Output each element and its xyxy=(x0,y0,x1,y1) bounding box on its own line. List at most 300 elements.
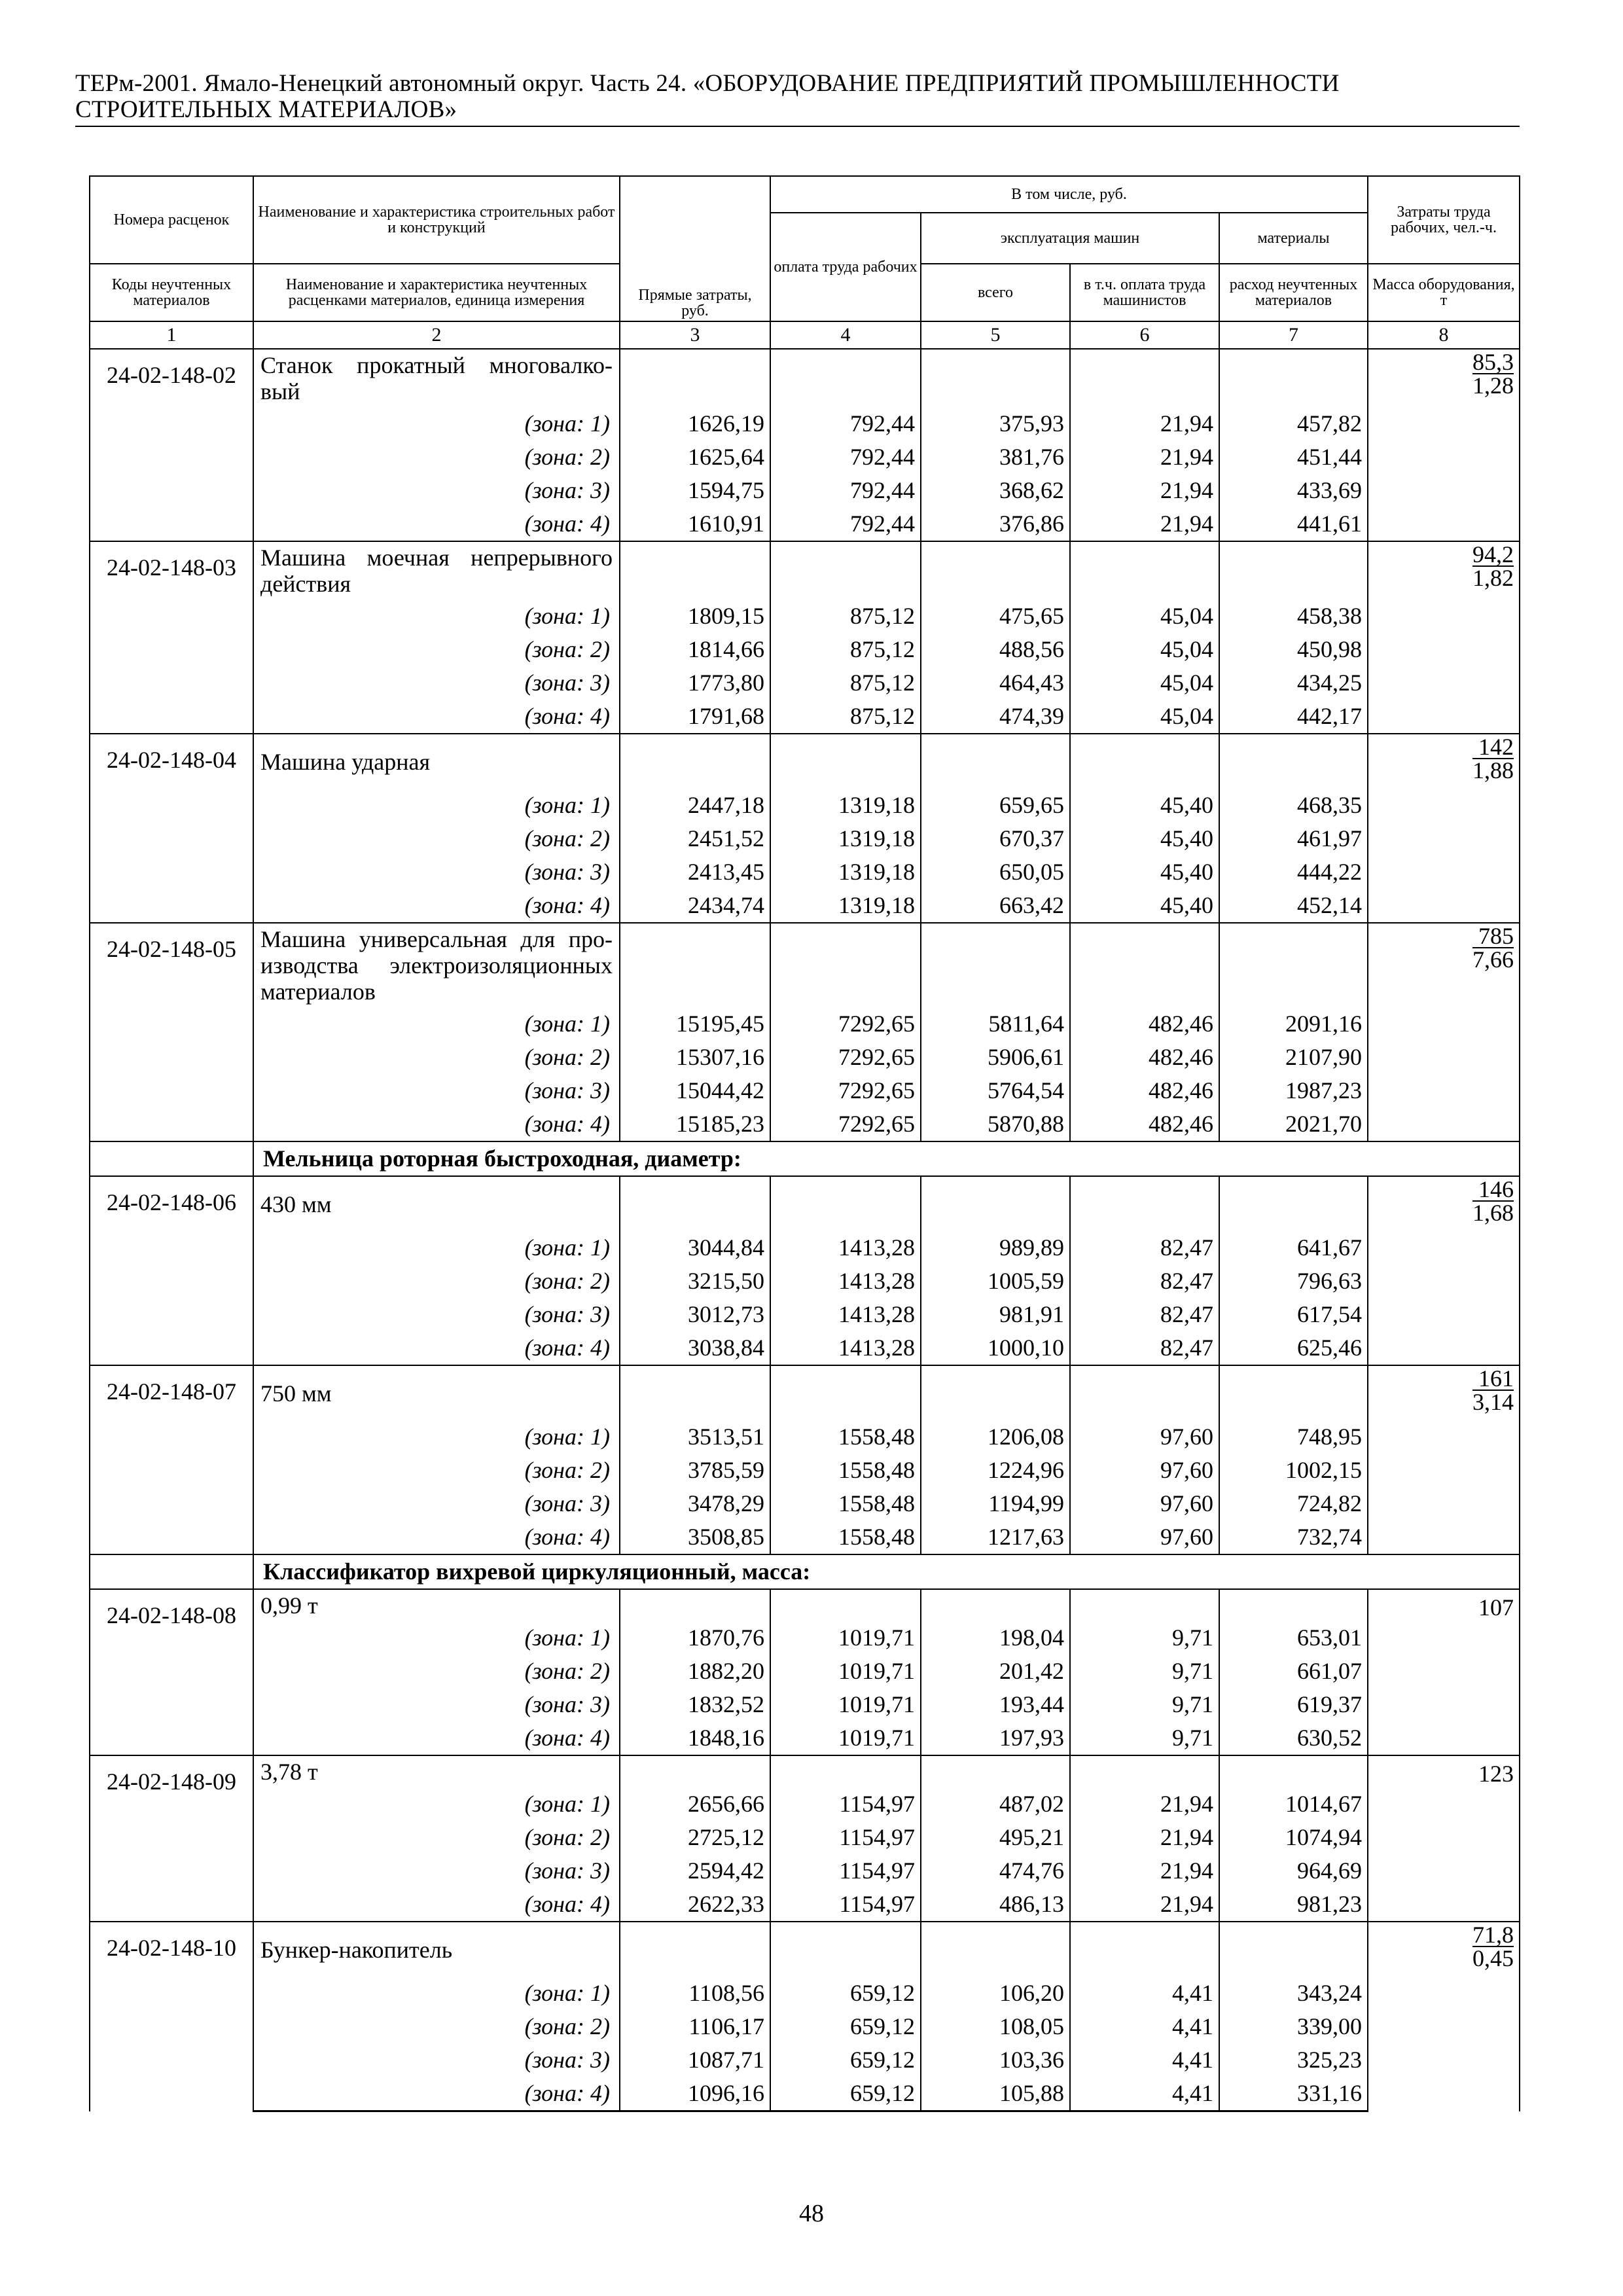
machine-total: 488,56 xyxy=(921,633,1070,666)
materials-cost: 461,97 xyxy=(1219,822,1368,855)
materials-cost: 444,22 xyxy=(1219,855,1368,889)
worker-pay: 1558,48 xyxy=(770,1520,921,1554)
labor-mass-fraction xyxy=(1472,1178,1514,1224)
direct-cost: 1594,75 xyxy=(620,474,770,507)
worker-pay: 1154,97 xyxy=(770,1854,921,1888)
zone-label: (зона: 1) xyxy=(253,407,620,440)
driver-pay: 21,94 xyxy=(1070,1787,1219,1821)
zone-row xyxy=(90,1888,1520,1922)
zone-label: (зона: 3) xyxy=(253,1688,620,1721)
worker-pay: 1319,18 xyxy=(770,889,921,923)
driver-pay: 45,04 xyxy=(1070,633,1219,666)
section-code-empty xyxy=(90,1141,253,1176)
driver-pay: 45,04 xyxy=(1070,700,1219,734)
rates-table xyxy=(89,175,1520,2112)
labor-mass-cell xyxy=(1368,1176,1520,1365)
materials-cost: 339,00 xyxy=(1219,2010,1368,2043)
worker-pay: 1319,18 xyxy=(770,855,921,889)
rate-code: 24-02-148-10 xyxy=(90,1922,253,2111)
labor-mass-cell xyxy=(1368,923,1520,1141)
col-name-char: Наименование и характеристика строительных работ и конструкций xyxy=(253,176,620,264)
empty-cell xyxy=(770,734,921,789)
item-name: Машина ударная xyxy=(253,734,620,789)
zone-label: (зона: 1) xyxy=(253,1621,620,1655)
zone-row xyxy=(90,1621,1520,1655)
zone-row xyxy=(90,1265,1520,1298)
driver-pay: 82,47 xyxy=(1070,1265,1219,1298)
materials-cost: 458,38 xyxy=(1219,600,1368,633)
empty-cell xyxy=(921,1365,1070,1420)
empty-cell xyxy=(1070,1922,1219,1977)
driver-pay: 9,71 xyxy=(1070,1721,1219,1755)
driver-pay: 97,60 xyxy=(1070,1487,1219,1520)
driver-pay: 21,94 xyxy=(1070,1854,1219,1888)
zone-label: (зона: 1) xyxy=(253,1787,620,1821)
machine-total: 5811,64 xyxy=(921,1007,1070,1041)
col-direct: Прямые затраты, руб. xyxy=(620,176,770,321)
materials-cost: 2107,90 xyxy=(1219,1041,1368,1074)
driver-pay: 97,60 xyxy=(1070,1520,1219,1554)
labor-value: 785 xyxy=(1472,925,1514,948)
header-line-1: ТЕРм-2001. Ямало-Ненецкий автономный округ. Часть 24. «ОБОРУДОВАНИЕ ПРЕДПРИЯТИЙ ПРОМЫШЛЕННОСТИ xyxy=(75,70,1340,97)
zone-label: (зона: 2) xyxy=(253,1821,620,1854)
zone-label: (зона: 4) xyxy=(253,1107,620,1141)
worker-pay: 1558,48 xyxy=(770,1420,921,1454)
machine-total: 1224,96 xyxy=(921,1454,1070,1487)
direct-cost: 1610,91 xyxy=(620,507,770,541)
machine-total: 375,93 xyxy=(921,407,1070,440)
item-name: Машина моечная непрерывного действия xyxy=(253,541,620,600)
materials-cost: 433,69 xyxy=(1219,474,1368,507)
materials-cost: 732,74 xyxy=(1219,1520,1368,1554)
rate-code: 24-02-148-04 xyxy=(90,734,253,923)
worker-pay: 7292,65 xyxy=(770,1007,921,1041)
empty-cell xyxy=(921,734,1070,789)
worker-pay: 659,12 xyxy=(770,1977,921,2010)
labor-mass-cell xyxy=(1368,541,1520,734)
empty-cell xyxy=(770,1365,921,1420)
empty-cell xyxy=(620,1365,770,1420)
col-equip-mass: Масса оборудования, т xyxy=(1368,264,1520,321)
materials-cost: 1002,15 xyxy=(1219,1454,1368,1487)
direct-cost: 2447,18 xyxy=(620,789,770,822)
empty-cell xyxy=(770,1922,921,1977)
col-name-unacc: Наименование и характеристика неучтенных расценками материалов, единица измерения xyxy=(253,264,620,321)
worker-pay: 659,12 xyxy=(770,2010,921,2043)
direct-cost: 2413,45 xyxy=(620,855,770,889)
zone-label: (зона: 4) xyxy=(253,507,620,541)
zone-label: (зона: 2) xyxy=(253,822,620,855)
driver-pay: 45,40 xyxy=(1070,889,1219,923)
rate-code: 24-02-148-06 xyxy=(90,1176,253,1365)
materials-cost: 796,63 xyxy=(1219,1265,1368,1298)
driver-pay: 45,04 xyxy=(1070,666,1219,700)
direct-cost: 3513,51 xyxy=(620,1420,770,1454)
col-number: 6 xyxy=(1070,321,1219,349)
section-title: Мельница роторная быстроходная, диаметр: xyxy=(253,1141,1520,1176)
empty-cell xyxy=(1219,1589,1368,1621)
materials-cost: 748,95 xyxy=(1219,1420,1368,1454)
zone-row xyxy=(90,1688,1520,1721)
driver-pay: 482,46 xyxy=(1070,1041,1219,1074)
zone-label: (зона: 2) xyxy=(253,1041,620,1074)
mass-value: 7,66 xyxy=(1472,946,1514,973)
machine-total: 1000,10 xyxy=(921,1331,1070,1365)
zone-label: (зона: 3) xyxy=(253,474,620,507)
zone-label: (зона: 3) xyxy=(253,1487,620,1520)
col-number: 5 xyxy=(921,321,1070,349)
zone-label: (зона: 3) xyxy=(253,1298,620,1331)
direct-cost: 2434,74 xyxy=(620,889,770,923)
zone-label: (зона: 3) xyxy=(253,1854,620,1888)
empty-cell xyxy=(620,1176,770,1231)
driver-pay: 9,71 xyxy=(1070,1688,1219,1721)
empty-cell xyxy=(1219,1755,1368,1787)
direct-cost: 3215,50 xyxy=(620,1265,770,1298)
col-total: всего xyxy=(921,264,1070,321)
empty-cell xyxy=(1219,1922,1368,1977)
direct-cost: 15307,16 xyxy=(620,1041,770,1074)
item-row xyxy=(90,923,1520,1007)
zone-label: (зона: 2) xyxy=(253,1265,620,1298)
worker-pay: 1019,71 xyxy=(770,1621,921,1655)
driver-pay: 21,94 xyxy=(1070,407,1219,440)
zone-row xyxy=(90,666,1520,700)
zone-label: (зона: 2) xyxy=(253,1655,620,1688)
empty-cell xyxy=(921,1589,1070,1621)
empty-cell xyxy=(770,1589,921,1621)
machine-total: 108,05 xyxy=(921,2010,1070,2043)
zone-label: (зона: 2) xyxy=(253,440,620,474)
direct-cost: 3012,73 xyxy=(620,1298,770,1331)
zone-row xyxy=(90,1787,1520,1821)
empty-cell xyxy=(1219,1176,1368,1231)
empty-cell xyxy=(1070,541,1219,600)
driver-pay: 45,40 xyxy=(1070,789,1219,822)
labor-mass-cell xyxy=(1368,1365,1520,1554)
driver-pay: 45,40 xyxy=(1070,822,1219,855)
zone-row xyxy=(90,1331,1520,1365)
machine-total: 1206,08 xyxy=(921,1420,1070,1454)
zone-row xyxy=(90,855,1520,889)
labor-mass-fraction xyxy=(1472,1367,1514,1413)
rate-code: 24-02-148-03 xyxy=(90,541,253,734)
zone-label: (зона: 1) xyxy=(253,1007,620,1041)
item-name: 430 мм xyxy=(253,1176,620,1231)
zone-row xyxy=(90,1977,1520,2010)
materials-cost: 964,69 xyxy=(1219,1854,1368,1888)
worker-pay: 659,12 xyxy=(770,2077,921,2111)
zone-row xyxy=(90,600,1520,633)
labor-mass-fraction xyxy=(1472,543,1514,589)
labor-mass-fraction xyxy=(1472,351,1514,397)
empty-cell xyxy=(620,541,770,600)
materials-cost: 343,24 xyxy=(1219,1977,1368,2010)
machine-total: 103,36 xyxy=(921,2043,1070,2077)
zone-label: (зона: 3) xyxy=(253,2043,620,2077)
driver-pay: 4,41 xyxy=(1070,1977,1219,2010)
item-name: Машина универсальная для про-изводства электроизоляционных материалов xyxy=(253,923,620,1007)
driver-pay: 21,94 xyxy=(1070,1888,1219,1922)
col-materials: материалы xyxy=(1219,213,1368,264)
machine-total: 670,37 xyxy=(921,822,1070,855)
empty-cell xyxy=(1219,1365,1368,1420)
worker-pay: 1413,28 xyxy=(770,1231,921,1265)
zone-row xyxy=(90,1821,1520,1854)
mass-value: 1,68 xyxy=(1472,1200,1514,1226)
driver-pay: 21,94 xyxy=(1070,474,1219,507)
labor-value: 71,8 xyxy=(1472,1922,1514,1948)
driver-pay: 45,40 xyxy=(1070,855,1219,889)
empty-cell xyxy=(921,349,1070,407)
machine-total: 495,21 xyxy=(921,1821,1070,1854)
empty-cell xyxy=(1219,349,1368,407)
driver-pay: 21,94 xyxy=(1070,1821,1219,1854)
materials-cost: 325,23 xyxy=(1219,2043,1368,2077)
worker-pay: 7292,65 xyxy=(770,1107,921,1141)
driver-pay: 482,46 xyxy=(1070,1074,1219,1107)
worker-pay: 1019,71 xyxy=(770,1655,921,1688)
direct-cost: 1106,17 xyxy=(620,2010,770,2043)
item-row xyxy=(90,1755,1520,1787)
item-name: 750 мм xyxy=(253,1365,620,1420)
driver-pay: 482,46 xyxy=(1070,1107,1219,1141)
worker-pay: 792,44 xyxy=(770,440,921,474)
direct-cost: 1096,16 xyxy=(620,2077,770,2111)
driver-pay: 45,04 xyxy=(1070,600,1219,633)
zone-label: (зона: 1) xyxy=(253,1231,620,1265)
worker-pay: 1154,97 xyxy=(770,1821,921,1854)
header-rule xyxy=(75,126,1520,127)
mass-value: 3,14 xyxy=(1472,1389,1514,1415)
direct-cost: 1814,66 xyxy=(620,633,770,666)
materials-cost: 468,35 xyxy=(1219,789,1368,822)
item-row xyxy=(90,349,1520,407)
worker-pay: 1154,97 xyxy=(770,1888,921,1922)
col-codes-unacc: Коды неучтенных материалов xyxy=(90,264,253,321)
worker-pay: 792,44 xyxy=(770,474,921,507)
direct-cost: 1773,80 xyxy=(620,666,770,700)
materials-cost: 1014,67 xyxy=(1219,1787,1368,1821)
direct-cost: 3478,29 xyxy=(620,1487,770,1520)
zone-row xyxy=(90,633,1520,666)
zone-label: (зона: 4) xyxy=(253,1721,620,1755)
col-number: 1 xyxy=(90,321,253,349)
machine-total: 650,05 xyxy=(921,855,1070,889)
machine-total: 1005,59 xyxy=(921,1265,1070,1298)
zone-label: (зона: 2) xyxy=(253,2010,620,2043)
header-line-2: СТРОИТЕЛЬНЫХ МАТЕРИАЛОВ» xyxy=(75,96,457,123)
mass-value: 1,28 xyxy=(1472,372,1514,399)
materials-cost: 724,82 xyxy=(1219,1487,1368,1520)
empty-cell xyxy=(1070,349,1219,407)
direct-cost: 1809,15 xyxy=(620,600,770,633)
rate-code: 24-02-148-08 xyxy=(90,1589,253,1755)
item-name: Бункер-накопитель xyxy=(253,1922,620,1977)
col-number: 4 xyxy=(770,321,921,349)
direct-cost: 3044,84 xyxy=(620,1231,770,1265)
driver-pay: 9,71 xyxy=(1070,1655,1219,1688)
machine-total: 659,65 xyxy=(921,789,1070,822)
machine-total: 487,02 xyxy=(921,1787,1070,1821)
mass-value: 0,45 xyxy=(1472,1945,1514,1971)
empty-cell xyxy=(1070,734,1219,789)
zone-row xyxy=(90,1721,1520,1755)
zone-row xyxy=(90,2010,1520,2043)
materials-cost: 981,23 xyxy=(1219,1888,1368,1922)
direct-cost: 2451,52 xyxy=(620,822,770,855)
direct-cost: 1087,71 xyxy=(620,2043,770,2077)
empty-cell xyxy=(1219,734,1368,789)
worker-pay: 659,12 xyxy=(770,2043,921,2077)
direct-cost: 1848,16 xyxy=(620,1721,770,1755)
driver-pay: 21,94 xyxy=(1070,507,1219,541)
machine-total: 5906,61 xyxy=(921,1041,1070,1074)
col-unacc-consumption: расход неучтенных материалов xyxy=(1219,264,1368,321)
empty-cell xyxy=(620,1922,770,1977)
empty-cell xyxy=(1070,1755,1219,1787)
col-number: 8 xyxy=(1368,321,1520,349)
direct-cost: 3508,85 xyxy=(620,1520,770,1554)
empty-cell xyxy=(921,923,1070,1007)
zone-label: (зона: 3) xyxy=(253,855,620,889)
section-row xyxy=(90,1141,1520,1176)
item-row xyxy=(90,541,1520,600)
zone-row xyxy=(90,2043,1520,2077)
col-number: 7 xyxy=(1219,321,1368,349)
worker-pay: 875,12 xyxy=(770,600,921,633)
machine-total: 5870,88 xyxy=(921,1107,1070,1141)
materials-cost: 630,52 xyxy=(1219,1721,1368,1755)
zone-row xyxy=(90,1420,1520,1454)
empty-cell xyxy=(770,349,921,407)
direct-cost: 2656,66 xyxy=(620,1787,770,1821)
col-labor: Затраты труда рабочих, чел.-ч. xyxy=(1368,176,1520,264)
worker-pay: 1413,28 xyxy=(770,1331,921,1365)
materials-cost: 1074,94 xyxy=(1219,1821,1368,1854)
zone-row xyxy=(90,1454,1520,1487)
direct-cost: 1626,19 xyxy=(620,407,770,440)
empty-cell xyxy=(770,1176,921,1231)
labor-value: 107 xyxy=(1478,1594,1514,1621)
zone-label: (зона: 1) xyxy=(253,789,620,822)
machine-total: 5764,54 xyxy=(921,1074,1070,1107)
labor-mass-cell xyxy=(1368,734,1520,923)
machine-total: 106,20 xyxy=(921,1977,1070,2010)
machine-total: 198,04 xyxy=(921,1621,1070,1655)
direct-cost: 1870,76 xyxy=(620,1621,770,1655)
driver-pay: 97,60 xyxy=(1070,1420,1219,1454)
machine-total: 475,65 xyxy=(921,600,1070,633)
materials-cost: 653,01 xyxy=(1219,1621,1368,1655)
zone-row xyxy=(90,1041,1520,1074)
machine-total: 989,89 xyxy=(921,1231,1070,1265)
machine-total: 197,93 xyxy=(921,1721,1070,1755)
empty-cell xyxy=(620,923,770,1007)
zone-label: (зона: 1) xyxy=(253,600,620,633)
empty-cell xyxy=(1219,923,1368,1007)
zone-row xyxy=(90,2077,1520,2111)
materials-cost: 661,07 xyxy=(1219,1655,1368,1688)
labor-mass-cell xyxy=(1368,1755,1520,1922)
direct-cost: 2725,12 xyxy=(620,1821,770,1854)
labor-value: 142 xyxy=(1472,736,1514,759)
direct-cost: 15044,42 xyxy=(620,1074,770,1107)
col-machine-op: эксплуатация машин xyxy=(921,213,1219,264)
zone-row xyxy=(90,440,1520,474)
col-worker-pay: оплата труда рабочих xyxy=(770,213,921,321)
worker-pay: 1413,28 xyxy=(770,1265,921,1298)
direct-cost: 1108,56 xyxy=(620,1977,770,2010)
machine-total: 663,42 xyxy=(921,889,1070,923)
driver-pay: 82,47 xyxy=(1070,1298,1219,1331)
empty-cell xyxy=(921,1922,1070,1977)
zone-row xyxy=(90,1655,1520,1688)
zone-row xyxy=(90,1074,1520,1107)
machine-total: 376,86 xyxy=(921,507,1070,541)
zone-label: (зона: 4) xyxy=(253,1331,620,1365)
empty-cell xyxy=(1219,541,1368,600)
driver-pay: 482,46 xyxy=(1070,1007,1219,1041)
zone-row xyxy=(90,1520,1520,1554)
zone-label: (зона: 4) xyxy=(253,700,620,734)
direct-cost: 3038,84 xyxy=(620,1331,770,1365)
zone-row xyxy=(90,407,1520,440)
zone-label: (зона: 4) xyxy=(253,2077,620,2111)
zone-row xyxy=(90,789,1520,822)
empty-cell xyxy=(1070,1589,1219,1621)
col-rate-numbers: Номера расценок xyxy=(90,176,253,264)
materials-cost: 457,82 xyxy=(1219,407,1368,440)
zone-label: (зона: 1) xyxy=(253,1977,620,2010)
zone-row xyxy=(90,1854,1520,1888)
labor-mass-cell xyxy=(1368,1922,1520,2111)
empty-cell xyxy=(770,923,921,1007)
zone-label: (зона: 2) xyxy=(253,1454,620,1487)
materials-cost: 2021,70 xyxy=(1219,1107,1368,1141)
zone-row xyxy=(90,1107,1520,1141)
mass-value: 1,82 xyxy=(1472,565,1514,591)
direct-cost: 2622,33 xyxy=(620,1888,770,1922)
direct-cost: 1882,20 xyxy=(620,1655,770,1688)
worker-pay: 7292,65 xyxy=(770,1074,921,1107)
zone-row xyxy=(90,700,1520,734)
zone-label: (зона: 3) xyxy=(253,1074,620,1107)
machine-total: 464,43 xyxy=(921,666,1070,700)
direct-cost: 1625,64 xyxy=(620,440,770,474)
zone-row xyxy=(90,474,1520,507)
zone-label: (зона: 2) xyxy=(253,633,620,666)
empty-cell xyxy=(620,734,770,789)
section-code-empty xyxy=(90,1554,253,1589)
machine-total: 1194,99 xyxy=(921,1487,1070,1520)
empty-cell xyxy=(770,1755,921,1787)
empty-cell xyxy=(921,1755,1070,1787)
empty-cell xyxy=(1070,923,1219,1007)
materials-cost: 452,14 xyxy=(1219,889,1368,923)
empty-cell xyxy=(620,1755,770,1787)
rates-body xyxy=(90,349,1520,2111)
worker-pay: 7292,65 xyxy=(770,1041,921,1074)
empty-cell xyxy=(1070,1176,1219,1231)
document-header xyxy=(75,71,1515,123)
worker-pay: 1319,18 xyxy=(770,822,921,855)
worker-pay: 1019,71 xyxy=(770,1721,921,1755)
col-incl-drivers: в т.ч. оплата труда машинистов xyxy=(1070,264,1219,321)
machine-total: 193,44 xyxy=(921,1688,1070,1721)
materials-cost: 451,44 xyxy=(1219,440,1368,474)
zone-row xyxy=(90,822,1520,855)
